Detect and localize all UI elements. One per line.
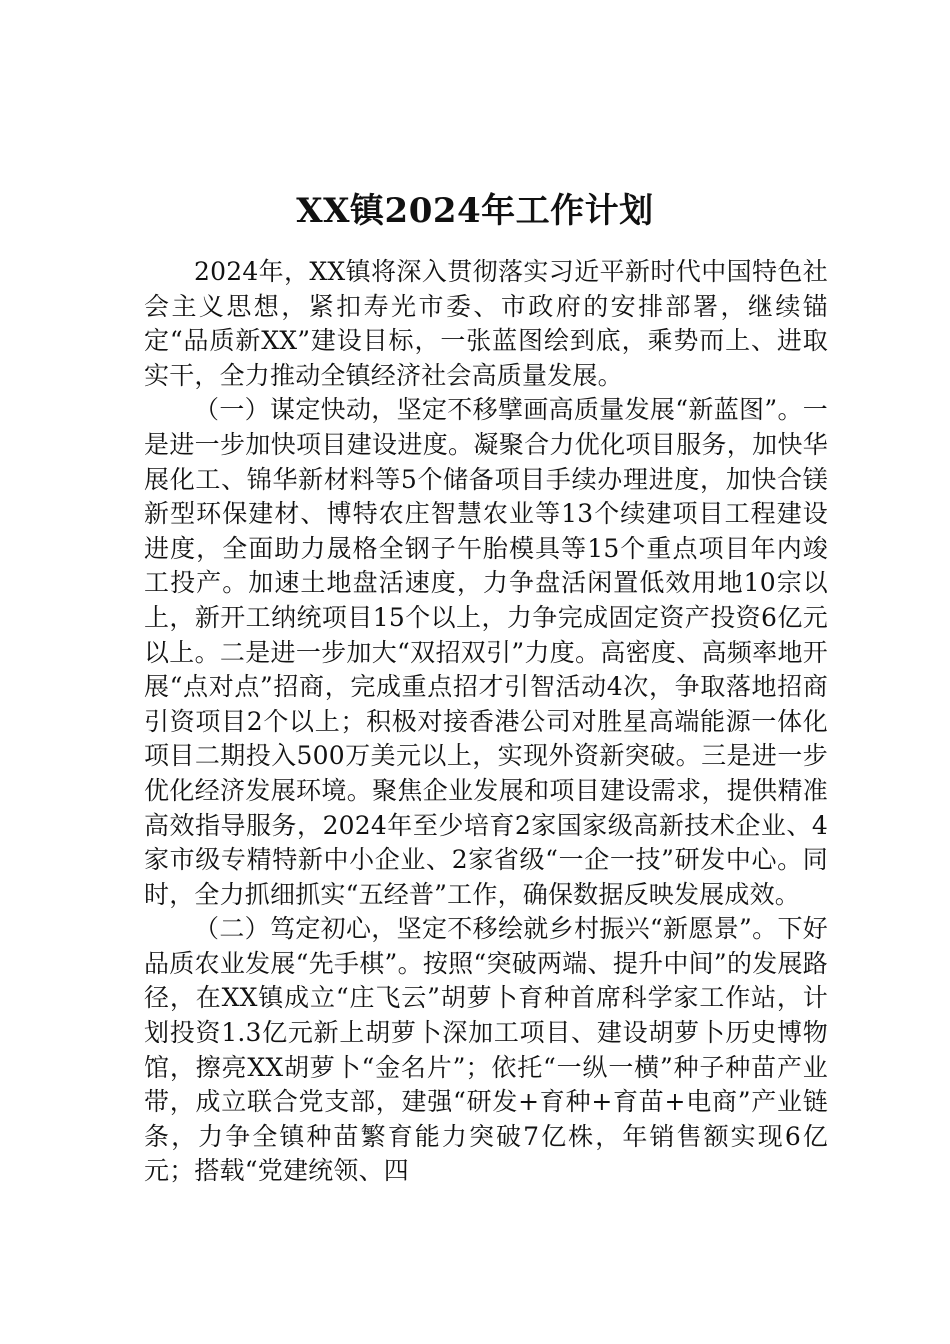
paragraph-section-2: （二）笃定初心，坚定不移绘就乡村振兴“新愿景”。下好品质农业发展“先手棋”。按照“突破两端、提升中间”的发展路径，在XX镇成立“庄飞云”胡萝卜育种首席科学家工作站，计划投资1.3亿元新上胡萝卜深加工项目、建设胡萝卜历史博物馆，擦亮XX胡萝卜“金名片”；依托“一纵一横”种子种苗产业带，成立联合党支部，建强“研发+育种+育苗+电商”产业链条，力争全镇种苗繁育能力突破7亿株，年销售额实现6亿元；搭载“党建统领、四 [144,914,828,1186]
document-title: XX镇2024年工作计划 [296,190,654,231]
paragraph-section-1: （一）谋定快动，坚定不移擘画高质量发展“新蓝图”。一是进一步加快项目建设进度。凝聚合力优化项目服务，加快华展化工、锦华新材料等5个储备项目手续办理进度，加快合镁新型环保建材、博特农庄智慧农业等13个续建项目工程建设进度，全面助力晟格全钢子午胎模具等15个重点项目年内竣工投产。加速土地盘活速度，力争盘活闲置低效用地10宗以上，新开工纳统项目15个以上，力争完成固定资产投资6亿元以上。二是进一步加大“双招双引”力度。高密度、高频率地开展“点对点”招商，完成重点招才引智活动4次，争取落地招商引资项目2个以上；积极对接香港公司对胜星高端能源一体化项目二期投入500万美元以上，实现外资新突破。三是进一步优化经济发展环境。聚焦企业发展和项目建设需求，提供精准高效指导服务，2024年至少培育2家国家级高新技术企业、4家市级专精特新中小企业、2家省级“一企一技”研发中心。同时，全力抓细抓实“五经普”工作，确保数据反映发展成效。 [144,395,828,909]
document-body [144,255,828,1189]
paragraph-intro: 2024年，XX镇将深入贯彻落实习近平新时代中国特色社会主义思想，紧扣寿光市委、市政府的安排部署，继续锚定“品质新XX”建设目标，一张蓝图绘到底，乘势而上、进取实干，全力推动全镇经济社会高质量发展。 [144,257,828,390]
